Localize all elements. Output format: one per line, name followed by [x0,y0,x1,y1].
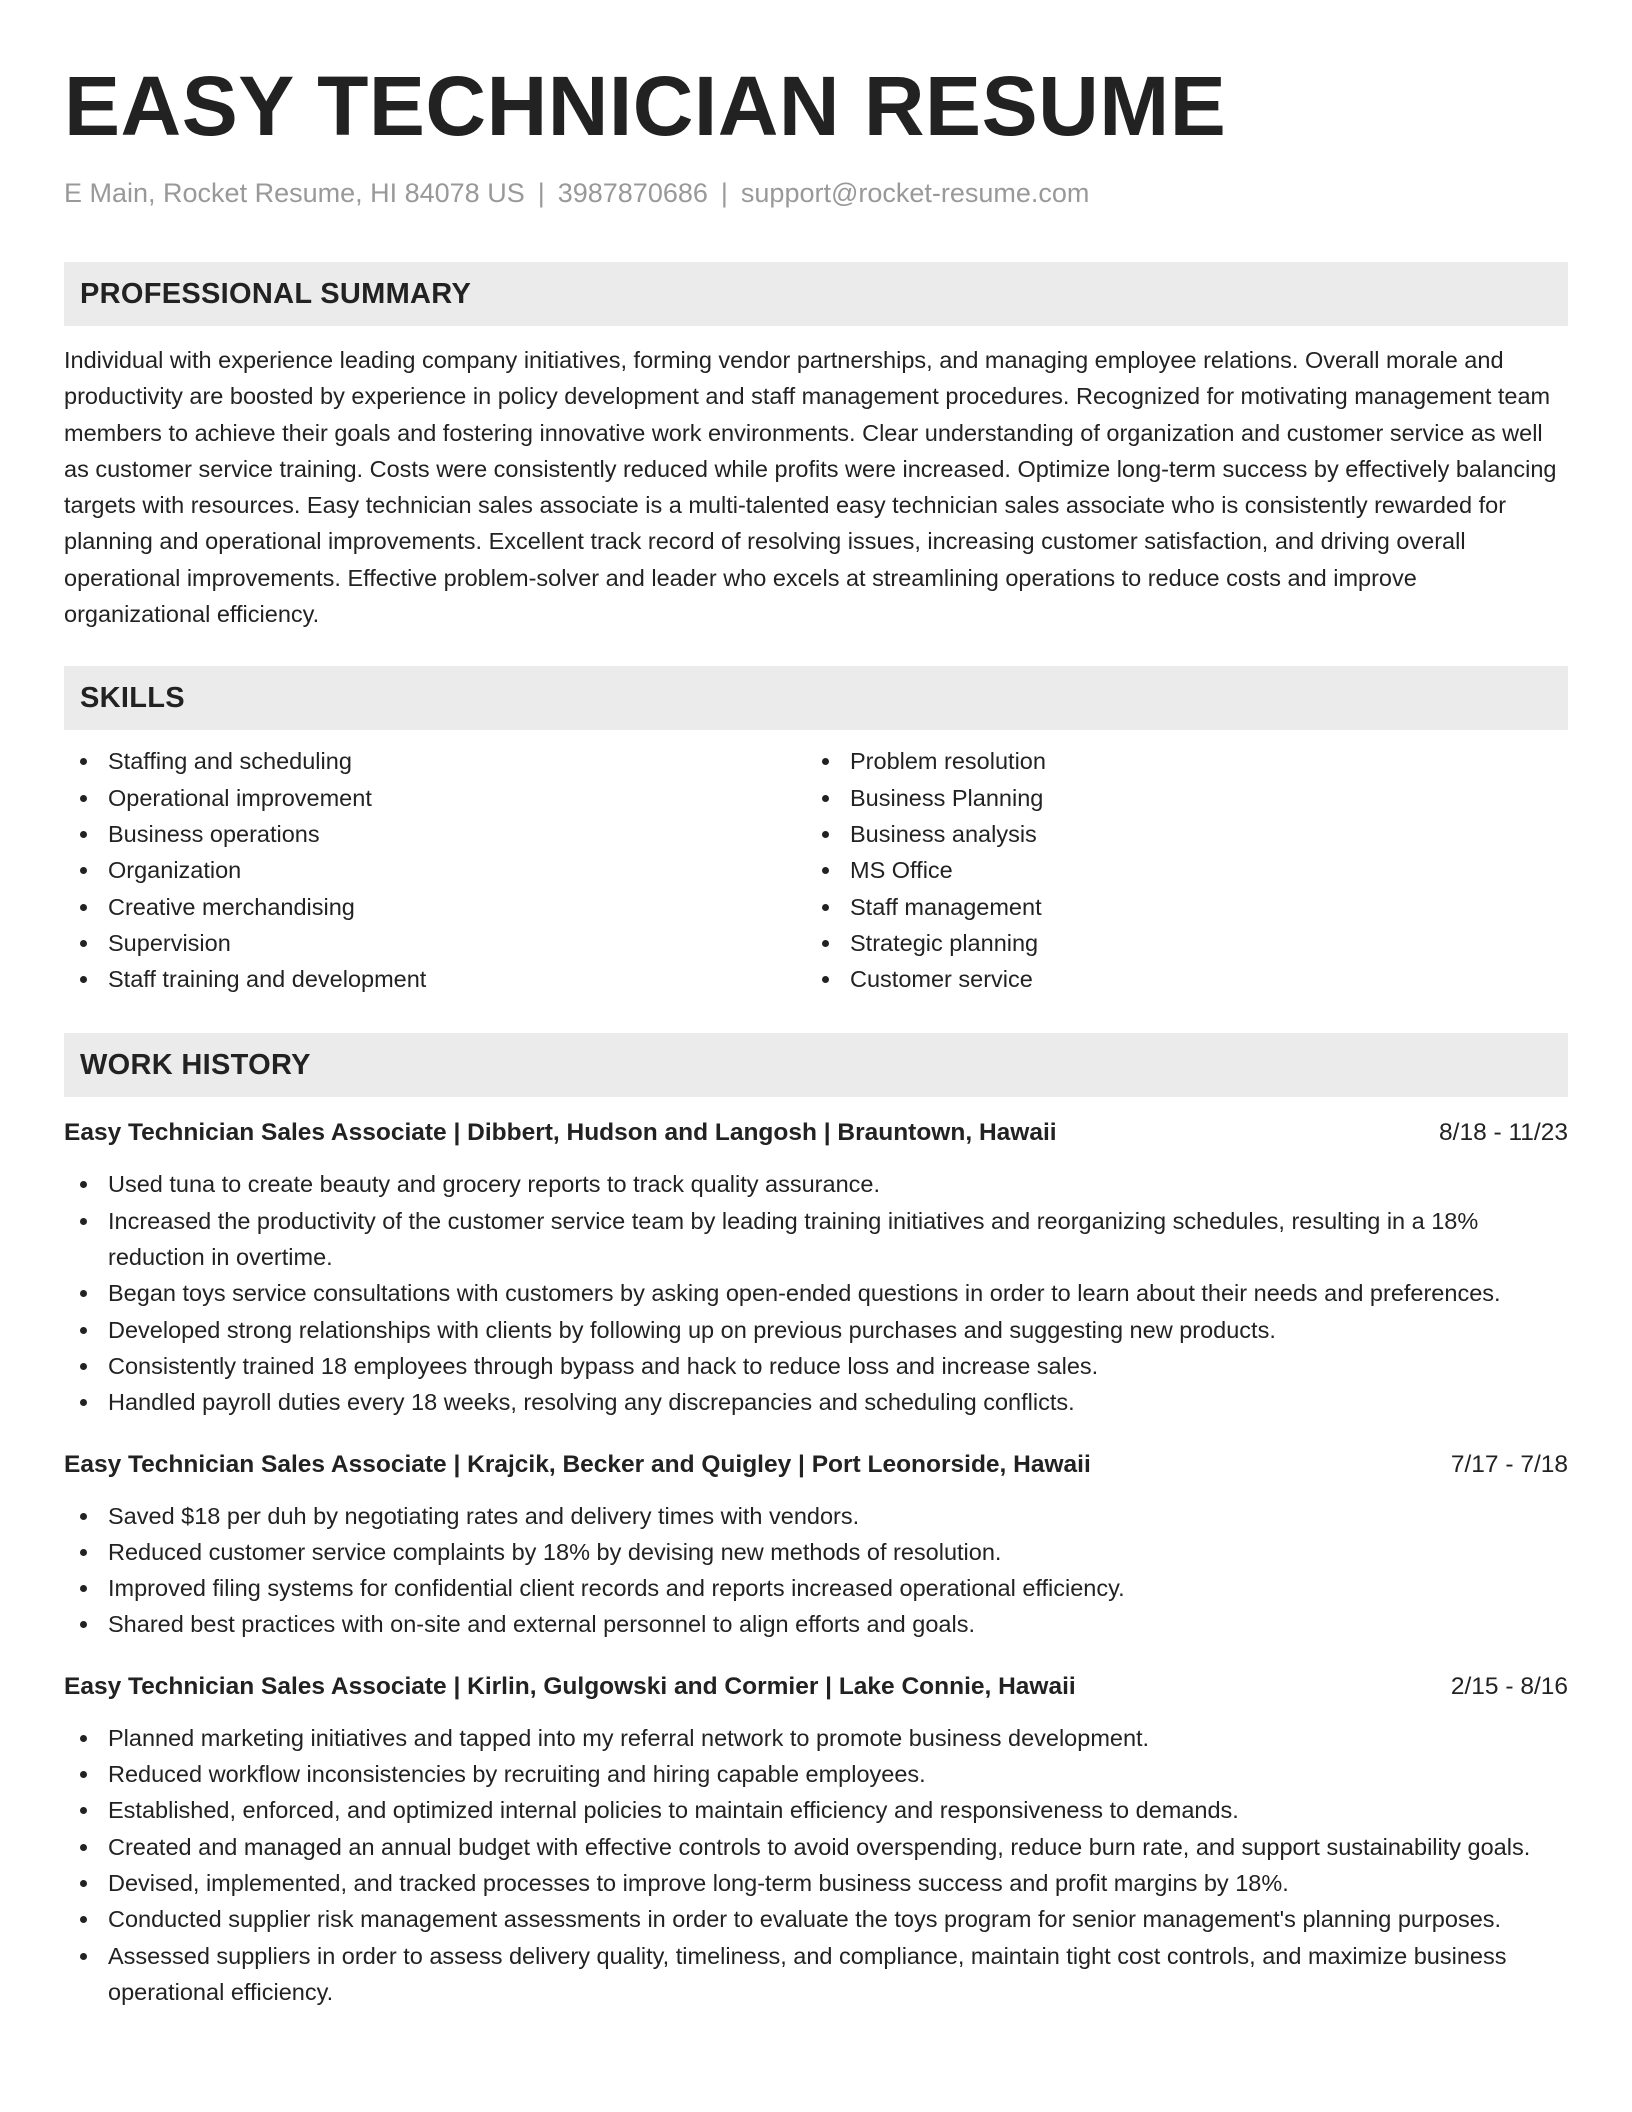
job-heading: Easy Technician Sales Associate | Krajcik, Becker and Quigley | Port Leonorside, Hawaii [64,1450,1091,1478]
job-bullet-text: Devised, implemented, and tracked processes to improve long-term business success and profit margins by 18%. [108,1869,1289,1896]
contact-separator: | [537,178,545,208]
skill-item [64,852,806,888]
job-bullet-text: Used tuna to create beauty and grocery reports to track quality assurance. [108,1171,881,1198]
job-bullet-text: Consistently trained 18 employees through bypass and hack to reduce loss and increase sales. [108,1352,1099,1379]
skill-label: Staff training and development [108,966,427,993]
bullet-dot [822,976,829,983]
skill-item [806,925,1548,961]
bullet-dot [80,1880,87,1887]
contact-address: E Main, Rocket Resume, HI 84078 US [64,178,525,208]
bullet-dot [80,1807,87,1814]
bullet-dot [80,1771,87,1778]
bullet-dot [80,1953,87,1960]
job-bullet-list [64,1720,1568,2010]
job-heading: Easy Technician Sales Associate | Kirlin, Gulgowski and Cormier | Lake Connie, Hawaii [64,1672,1076,1700]
job-bullet-text: Developed strong relationships with clients by following up on previous purchases and suggesting new products. [108,1316,1276,1343]
job-bullet [64,1901,1568,1937]
skill-label: Business analysis [850,820,1037,847]
skill-label: Business operations [108,820,320,847]
resume-page [64,0,1568,2010]
contact-line [64,176,1568,210]
skill-item [64,889,806,925]
job-bullet-text: Handled payroll duties every 18 weeks, resolving any discrepancies and scheduling conflicts. [108,1389,1075,1416]
job-bullet-text: Conducted supplier risk management assessments in order to evaluate the toys program for senior management's planning purposes. [108,1906,1502,1933]
job-bullet [64,1570,1568,1606]
bullet-dot [80,1363,87,1370]
bullet-dot [80,940,87,947]
job-header [64,1447,1568,1483]
skill-label: Staff management [850,893,1042,920]
bullet-dot [822,867,829,874]
job-bullet [64,1606,1568,1642]
job-bullet-text: Created and managed an annual budget with effective controls to avoid overspending, reduce burn rate, and support sustainability goals. [108,1833,1531,1860]
bullet-dot [80,1735,87,1742]
work-history-header: WORK HISTORY [64,1033,1568,1097]
skill-item [64,743,806,779]
job-bullet [64,1275,1568,1311]
skill-label: Organization [108,857,242,884]
job-bullet-text: Saved $18 per duh by negotiating rates and delivery times with vendors. [108,1502,860,1529]
bullet-dot [80,758,87,765]
job-dates: 8/18 - 11/23 [1439,1119,1568,1147]
skill-item [806,961,1548,997]
skill-label: Staffing and scheduling [108,748,352,775]
job-bullet-text: Assessed suppliers in order to assess delivery quality, timeliness, and compliance, maintain tight cost controls, and maximize business operational efficiency. [108,1942,1507,2005]
bullet-dot [822,904,829,911]
job-bullet [64,1792,1568,1828]
skill-item [64,925,806,961]
job-bullet-text: Reduced customer service complaints by 18% by devising new methods of resolution. [108,1538,1002,1565]
job-bullet-list [64,1166,1568,1420]
job-bullet [64,1166,1568,1202]
job-bullet [64,1829,1568,1865]
bullet-dot [822,940,829,947]
bullet-dot [80,1181,87,1188]
job-bullet [64,1865,1568,1901]
job-bullet-text: Reduced workflow inconsistencies by recruiting and hiring capable employees. [108,1761,926,1788]
job-bullet [64,1720,1568,1756]
skill-label: Business Planning [850,784,1044,811]
skill-item [806,780,1548,816]
skill-item [806,743,1548,779]
job-entry [64,1115,1568,1420]
job-dates: 2/15 - 8/16 [1450,1672,1568,1700]
skill-label: Customer service [850,966,1033,993]
job-bullet-text: Planned marketing initiatives and tapped into my referral network to promote business development. [108,1724,1150,1751]
skill-label: Supervision [108,929,231,956]
bullet-dot [80,1218,87,1225]
bullet-dot [80,795,87,802]
job-bullet-text: Established, enforced, and optimized internal policies to maintain efficiency and responsiveness to demands. [108,1797,1239,1824]
bullet-dot [80,1327,87,1334]
bullet-dot [80,904,87,911]
bullet-dot [822,758,829,765]
skills-column-left [64,743,806,997]
job-bullet [64,1348,1568,1384]
skill-item [64,816,806,852]
bullet-dot [80,831,87,838]
bullet-dot [80,867,87,874]
job-bullet-text: Improved filing systems for confidential client records and reports increased operational efficiency. [108,1575,1125,1602]
skill-item [806,852,1548,888]
job-bullet [64,1498,1568,1534]
skill-item [806,816,1548,852]
job-bullet [64,1756,1568,1792]
skill-label: Strategic planning [850,929,1039,956]
job-bullet-text: Began toys service consultations with customers by asking open-ended questions in order to learn about their needs and preferences. [108,1280,1501,1307]
skill-label: Operational improvement [108,784,372,811]
contact-phone: 3987870686 [557,178,708,208]
skill-label: Problem resolution [850,748,1046,775]
job-bullet [64,1534,1568,1570]
bullet-dot [80,1290,87,1297]
skill-label: Creative merchandising [108,893,355,920]
bullet-dot [80,1844,87,1851]
skill-item [64,961,806,997]
job-entry [64,1669,1568,2010]
bullet-dot [80,1549,87,1556]
bullet-dot [80,1513,87,1520]
skills-column-right [806,743,1548,997]
skills-list [64,743,1568,997]
job-bullet [64,1203,1568,1276]
bullet-dot [822,795,829,802]
resume-title: EASY TECHNICIAN RESUME [64,59,1227,153]
bullet-dot [822,831,829,838]
job-bullet-text: Shared best practices with on-site and external personnel to align efforts and goals. [108,1611,975,1638]
bullet-dot [80,1621,87,1628]
job-bullet-list [64,1498,1568,1643]
professional-summary-header: PROFESSIONAL SUMMARY [64,262,1568,326]
professional-summary-text: Individual with experience leading company initiatives, forming vendor partnerships, and managing employee relations. Overall morale and productivity are boosted by experience in policy development and staff management procedures. Recognized for motivating management team members to achieve their goals and fostering innovative work environments. Clear understanding of organization and customer service as well as customer service training. Costs were consistently reduced while profits were increased. Optimize long-term success by effectively balancing targets with resources. Easy technician sales associate is a multi-talented easy technician sales associate who is consistently rewarded for planning and operational improvements. Excellent track record of resolving issues, increasing customer satisfaction, and driving overall operational improvements. Effective problem-solver and leader who excels at streamlining operations to reduce costs and improve organizational efficiency. [64,347,1557,628]
skill-item [64,780,806,816]
job-bullet [64,1384,1568,1420]
job-header [64,1115,1568,1151]
bullet-dot [80,1585,87,1592]
bullet-dot [80,1916,87,1923]
skill-label: MS Office [850,857,953,884]
bullet-dot [80,1399,87,1406]
job-heading: Easy Technician Sales Associate | Dibbert, Hudson and Langosh | Brauntown, Hawaii [64,1119,1057,1147]
bullet-dot [80,976,87,983]
job-header [64,1669,1568,1705]
job-bullet-text: Increased the productivity of the customer service team by leading training initiatives and reorganizing schedules, resulting in a 18% reduction in overtime. [108,1207,1479,1271]
contact-email: support@rocket-resume.com [740,178,1090,208]
job-entry [64,1447,1568,1643]
job-bullet [64,1938,1568,2011]
skill-item [806,889,1548,925]
job-dates: 7/17 - 7/18 [1450,1450,1568,1478]
job-bullet [64,1312,1568,1348]
contact-separator: | [720,178,728,208]
skills-header: SKILLS [64,666,1568,730]
